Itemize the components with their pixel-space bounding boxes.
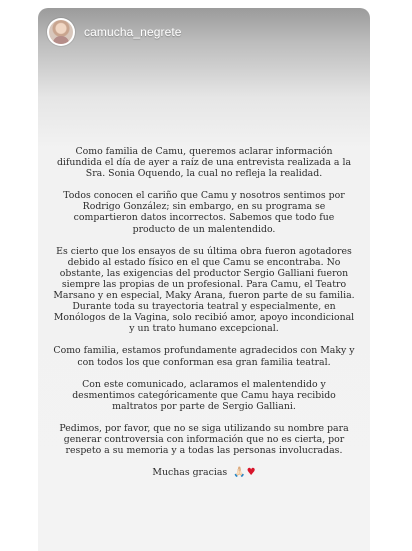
story-header[interactable] — [47, 16, 182, 48]
paragraph-4: Como familia, estamos profundamente agradecidos con Maky y con todos los que conforman esa gran familia teatral. — [53, 345, 355, 368]
story-card — [38, 8, 370, 551]
statement-text — [52, 146, 356, 489]
signoff-line — [52, 467, 356, 478]
paragraph-5: Con este comunicado, aclaramos el malentendido y desmentimos categóricamente que Camu haya recibido maltratos por parte de Sergio Galliani. — [72, 378, 336, 412]
avatar[interactable] — [47, 18, 75, 46]
paragraph-3: Es cierto que los ensayos de su última obra fueron agotadores debido al estado físico en el que Camu se encontraba. No obstante, las exigencias del productor Sergio Galliani fueron siempre las propias de un profesional. Para Camu, el Teatro Marsano y en especial, Maky Arana, fueron parte de su familia. Durante toda su trayectoria teatral y especialmente, en Monólogos de la Vagina, solo recibió amor, apoyo incondicional y un trato humano excepcional. — [53, 245, 355, 335]
red-heart-icon: ♥ — [246, 467, 256, 479]
signoff-text: Muchas gracias — [152, 467, 228, 479]
folded-hands-icon: 🙏🏻 — [233, 467, 246, 479]
paragraph-2: Todos conocen el cariño que Camu y nosotros sentimos por Rodrigo González; sin embargo, en su programa se compartieron datos incorrectos. Sabemos que todo fue producto de un malentendido. — [63, 190, 345, 235]
paragraph-6: Pedimos, por favor, que no se siga utilizando su nombre para generar controversia con información que no es cierta, por respeto a su memoria y a todas las personas involucradas. — [59, 422, 349, 457]
paragraph-1: Como familia de Camu, queremos aclarar información difundida el día de ayer a raíz de una entrevista realizada a la Sra. Sonia Oquendo, la cual no refleja la realidad. — [56, 146, 352, 180]
username[interactable]: camucha_negrete — [84, 25, 182, 39]
avatar-image — [49, 20, 73, 44]
